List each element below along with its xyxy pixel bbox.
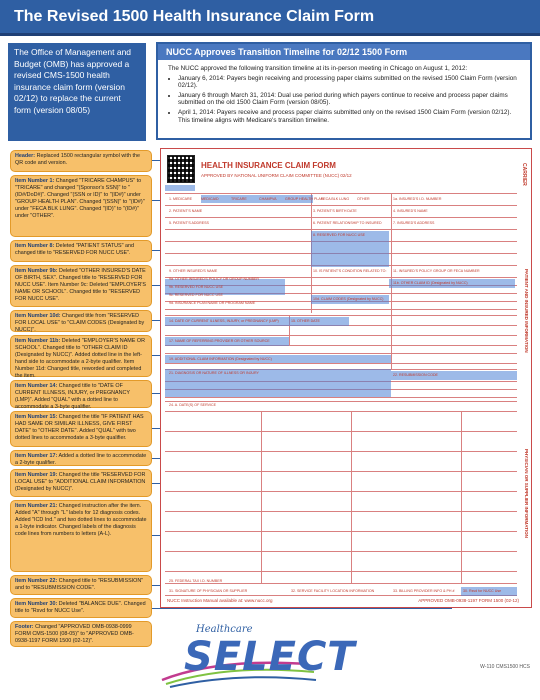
field-label: 25. FEDERAL TAX I.D. NUMBER — [169, 579, 223, 583]
note-item-17: Item Number 17: Added a dotted line to accommodate a 2-byte qualifier. — [10, 450, 152, 466]
grid-line — [261, 411, 262, 583]
field-label: OTHER — [357, 197, 370, 201]
field-label: 10d. CLAIM CODES (Designated by NUCC) — [313, 297, 384, 301]
carrier-label: CARRIER — [521, 163, 527, 186]
note-item-14: Item Number 14: Changed title to "DATE OF CURRENT ILLNESS, INJURY, or PREGNANCY (LMP)". Added "QUAL" with a dotted line to accommodate a 3-byte qualifier. — [10, 380, 152, 408]
grid-line — [165, 397, 517, 398]
note-item-9b: Item Number 9b: Deleted "OTHER INSURED'S DATE OF BIRTH, SEX". Changed title to "RESERVED FOR NUCC USE". Item Number 9c: Deleted "EMPLOYER'S NAME OR SCHOOL". Changed title to "RESERVED FOR NUCC USE". — [10, 265, 152, 307]
field-label: TRICARE — [231, 197, 247, 201]
note-item-11b: Item Number 11b: Deleted "EMPLOYER'S NAME OR SCHOOL". Changed title to "OTHER CLAIM ID (Designated by NUCC)". Added dotted line in the left-hand side to accommodate a 2-byte qualifier. Item Number 11d: Changed title, reworded and completed the item. — [10, 335, 152, 377]
grid-line — [165, 451, 517, 452]
nucc-timeline-box — [156, 42, 532, 140]
field-label: 24. A. DATE(S) OF SERVICE — [169, 403, 216, 407]
field-label: 11. INSURED'S POLICY GROUP OR FECA NUMBER — [393, 269, 480, 273]
document-code: W-110 CMS1500 HCS — [480, 664, 530, 670]
field-label: 9d. INSURANCE PLAN NAME OR PROGRAM NAME — [169, 301, 256, 305]
grid-line — [165, 401, 517, 402]
intro-box: The Office of Management and Budget (OMB) has approved a revised CMS-1500 health insurance claim form (version 02/12) to replace the current form (version 08/05) — [8, 43, 146, 141]
grid-line — [165, 583, 517, 584]
field-label: 1a. INSURED'S I.D. NUMBER — [393, 197, 442, 201]
note-item-30: Item Number 30: Deleted "BALANCE DUE". Changed title to "Rsvd for NUCC Use". — [10, 598, 152, 618]
field-label: CHAMPVA — [259, 197, 277, 201]
grid-line — [165, 335, 517, 336]
nucc-bullet: • January 6 through March 31, 2014: Dual use period during which payers continue to receive and process paper claims submitted on the old 1500 Claim Form (version 08/05). — [178, 92, 522, 107]
grid-line — [165, 411, 517, 412]
note-footer: Footer: Changed "APPROVED OMB-0938-0999 FORM CMS-1500 (08-05)" to "APPROVED OMB-0938-1197 FORM 1500 (02-12)". — [10, 621, 152, 647]
grid-line — [165, 531, 517, 532]
field-label: 10. IS PATIENT'S CONDITION RELATED TO: — [313, 269, 387, 273]
grid-line — [165, 491, 517, 492]
form-footer: NUCC Instruction Manual available at: www.nucc.org — [167, 598, 273, 603]
physician-supplier-label: PHYSICIAN OR SUPPLIER INFORMATION — [524, 449, 529, 538]
grid-line — [351, 411, 352, 583]
field-label: 8. RESERVED FOR NUCC USE — [313, 233, 366, 237]
note-item-15: Item Number 15: Changed the title "IF PATIENT HAS HAD SAME OR SIMILAR ILLNESS, GIVE FIRST DATE" to "OTHER DATE". Added "QUAL" with two dotted lines to accommodate a 3-byte qualifier. — [10, 411, 152, 447]
field-label: 21. DIAGNOSIS OR NATURE OF ILLNESS OR INJURY — [169, 371, 259, 375]
field-label: 22. RESUBMISSION CODE — [393, 373, 438, 377]
connector-line — [152, 608, 452, 609]
field-label: 9c. RESERVED FOR NUCC USE — [169, 293, 223, 297]
field-label: 7. INSURED'S ADDRESS — [393, 221, 435, 225]
logo-big-text: SELECT — [184, 634, 356, 680]
grid-line — [165, 205, 517, 206]
field-label: 31. SIGNATURE OF PHYSICIAN OR SUPPLIER — [169, 589, 248, 593]
note-item-21: Item Number 21: Changed instruction after the item. Added "A" through "L" labels for 12 diagnosis codes. Added "ICD Ind." and two dotted lines to accommodate a 1-byte indicator. Changed labels of the diagnosis code lines from numbers to letters (A-L). — [10, 500, 152, 572]
qr-code-icon — [167, 155, 195, 183]
nucc-header: NUCC Approves Transition Timeline for 02/12 1500 Form — [158, 44, 530, 60]
field-label: 2. PATIENT'S NAME — [169, 209, 203, 213]
nucc-bullet: • April 1, 2014: Payers receive and process paper claims submitted only on the revised 1500 Claim Form (version 02/12). This timeline aligns with Medicare's transition timeline. — [178, 109, 522, 124]
form-heading: HEALTH INSURANCE CLAIM FORM — [201, 161, 336, 170]
page-title: The Revised 1500 Health Insurance Claim Form — [14, 8, 375, 25]
grid-line — [165, 431, 517, 432]
title-banner — [0, 0, 540, 36]
field-label: 1. MEDICARE — [169, 197, 192, 201]
omb-footer: APPROVED OMB-0938-1197 FORM 1500 (02-12) — [418, 598, 519, 603]
field-label: 32. SERVICE FACILITY LOCATION INFORMATION — [291, 589, 375, 593]
note-item-22: Item Number 22: Changed title to "RESUBMISSION" and to "RESUBMISSION CODE". — [10, 575, 152, 595]
grid-line — [165, 193, 517, 194]
field-label: 5. PATIENT'S ADDRESS — [169, 221, 209, 225]
field-label: 14. DATE OF CURRENT ILLNESS, INJURY, or PREGNANCY (LMP) — [169, 319, 279, 323]
field-label: 4. INSURED'S NAME — [393, 209, 428, 213]
field-label: 9a. OTHER INSURED'S POLICY OR GROUP NUMBER — [169, 277, 260, 281]
grid-line — [165, 309, 517, 310]
field-label: 33. BILLING PROVIDER INFO & PH # — [393, 589, 455, 593]
grid-line — [165, 471, 517, 472]
highlight-header — [165, 185, 195, 191]
note-item-8: Item Number 8: Deleted "PATIENT STATUS" and changed title to "RESERVED FOR NUCC USE". — [10, 240, 152, 262]
field-label: 9. OTHER INSURED'S NAME — [169, 269, 218, 273]
nucc-lead: The NUCC approved the following transition timeline at its in-person meeting in Chicago on August 1, 2012: — [168, 65, 468, 72]
field-label: 11b. OTHER CLAIM ID (Designated by NUCC) — [393, 281, 468, 285]
note-item-1: Item Number 1: Changed "TRICARE CHAMPUS" to "TRICARE" and changed "(Sponsor's SSN)" to "(ID#/DoD#)". Changed "(SSN or ID)" to "(ID#)" under "GROUP HEALTH PLAN". Changed "(SSN)" to "(ID#)" under "FECA BLK LUNG". Changed "(ID)" to "(ID#)" under "OTHER". — [10, 175, 152, 237]
grid-line — [165, 551, 517, 552]
field-label: FECA BLK LUNG — [321, 197, 350, 201]
field-label: 17. NAME OF REFERRING PROVIDER OR OTHER SOURCE — [169, 339, 270, 343]
field-label: GROUP HEALTH PLAN — [285, 197, 324, 201]
note-item-19: Item Number 19: Changed the title "RESERVED FOR LOCAL USE" to "ADDITIONAL CLAIM INFORMATION (Designated by NUCC)". — [10, 469, 152, 497]
note-item-10d: Item Number 10d: Changed title from "RESERVED FOR LOCAL USE" to "CLAIM CODES (Designated by NUCC)". — [10, 310, 152, 332]
grid-line — [165, 217, 517, 218]
field-label: 9b. RESERVED FOR NUCC USE — [169, 285, 224, 289]
field-label: 30. Rsvd for NUCC Use — [463, 589, 502, 593]
logo-small-text: Healthcare — [196, 624, 253, 635]
form-subheading: APPROVED BY NATIONAL UNIFORM CLAIM COMMITTEE (NUCC) 02/12 — [201, 173, 352, 178]
grid-line — [165, 571, 517, 572]
grid-line — [165, 315, 517, 316]
field-label: 19. ADDITIONAL CLAIM INFORMATION (Designated by NUCC) — [169, 357, 272, 361]
grid-line — [165, 511, 517, 512]
patient-insured-label: PATIENT AND INSURED INFORMATION — [524, 269, 529, 353]
grid-line — [461, 411, 462, 583]
field-label: 6. PATIENT RELATIONSHIP TO INSURED — [313, 221, 382, 225]
field-label: 3. PATIENT'S BIRTH DATE — [313, 209, 357, 213]
grid-line — [165, 363, 517, 364]
healthcare-select-logo — [140, 620, 356, 690]
grid-line — [165, 353, 517, 354]
claim-form — [160, 148, 532, 608]
nucc-bullet: • January 6, 2014: Payers begin receiving and processing paper claims submitted on the revised 1500 Claim Form (version 02/12). — [178, 75, 522, 90]
field-label: 15. OTHER DATE — [291, 319, 320, 323]
note-header: Header: Replaced 1500 rectangular symbol with the QR code and version. — [10, 150, 152, 172]
field-label: MEDICAID — [201, 197, 219, 201]
grid-line — [165, 229, 517, 230]
